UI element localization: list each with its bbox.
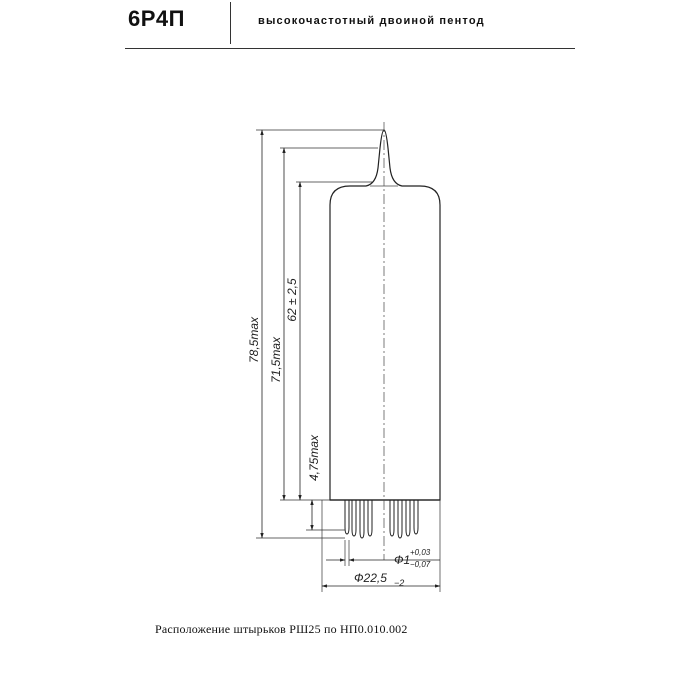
tube-outline — [330, 130, 440, 500]
pin — [398, 500, 402, 538]
pin-tolerance-upper: +0,03 — [410, 548, 431, 557]
bulb-diameter-tolerance: −2 — [394, 578, 405, 588]
pin-diameter-label: Ф1 — [394, 553, 411, 567]
envelope-height-label: 62 ± 2,5 — [285, 278, 299, 322]
pin-layout-caption: Расположение штырьков РШ25 по НП0.010.002 — [155, 622, 408, 636]
tube-description: высокочастотный двоиной пентод — [258, 15, 485, 27]
pin — [390, 500, 394, 536]
pin-tolerance-lower: −0,07 — [410, 560, 431, 569]
tube-pins — [345, 500, 418, 538]
pin — [352, 500, 356, 536]
pin — [414, 500, 418, 534]
base-height-label: 4,75max — [307, 434, 321, 482]
pin — [360, 500, 364, 538]
pin — [345, 500, 349, 534]
tube-model: 6Р4П — [128, 6, 185, 31]
pin — [368, 500, 372, 536]
dimension-lines — [262, 130, 440, 586]
bulb-diameter-label: Ф22,5 — [354, 571, 387, 585]
overall-height-label: 78,5max — [247, 316, 261, 364]
body-height-label: 71,5max — [269, 336, 283, 384]
pin — [406, 500, 410, 536]
